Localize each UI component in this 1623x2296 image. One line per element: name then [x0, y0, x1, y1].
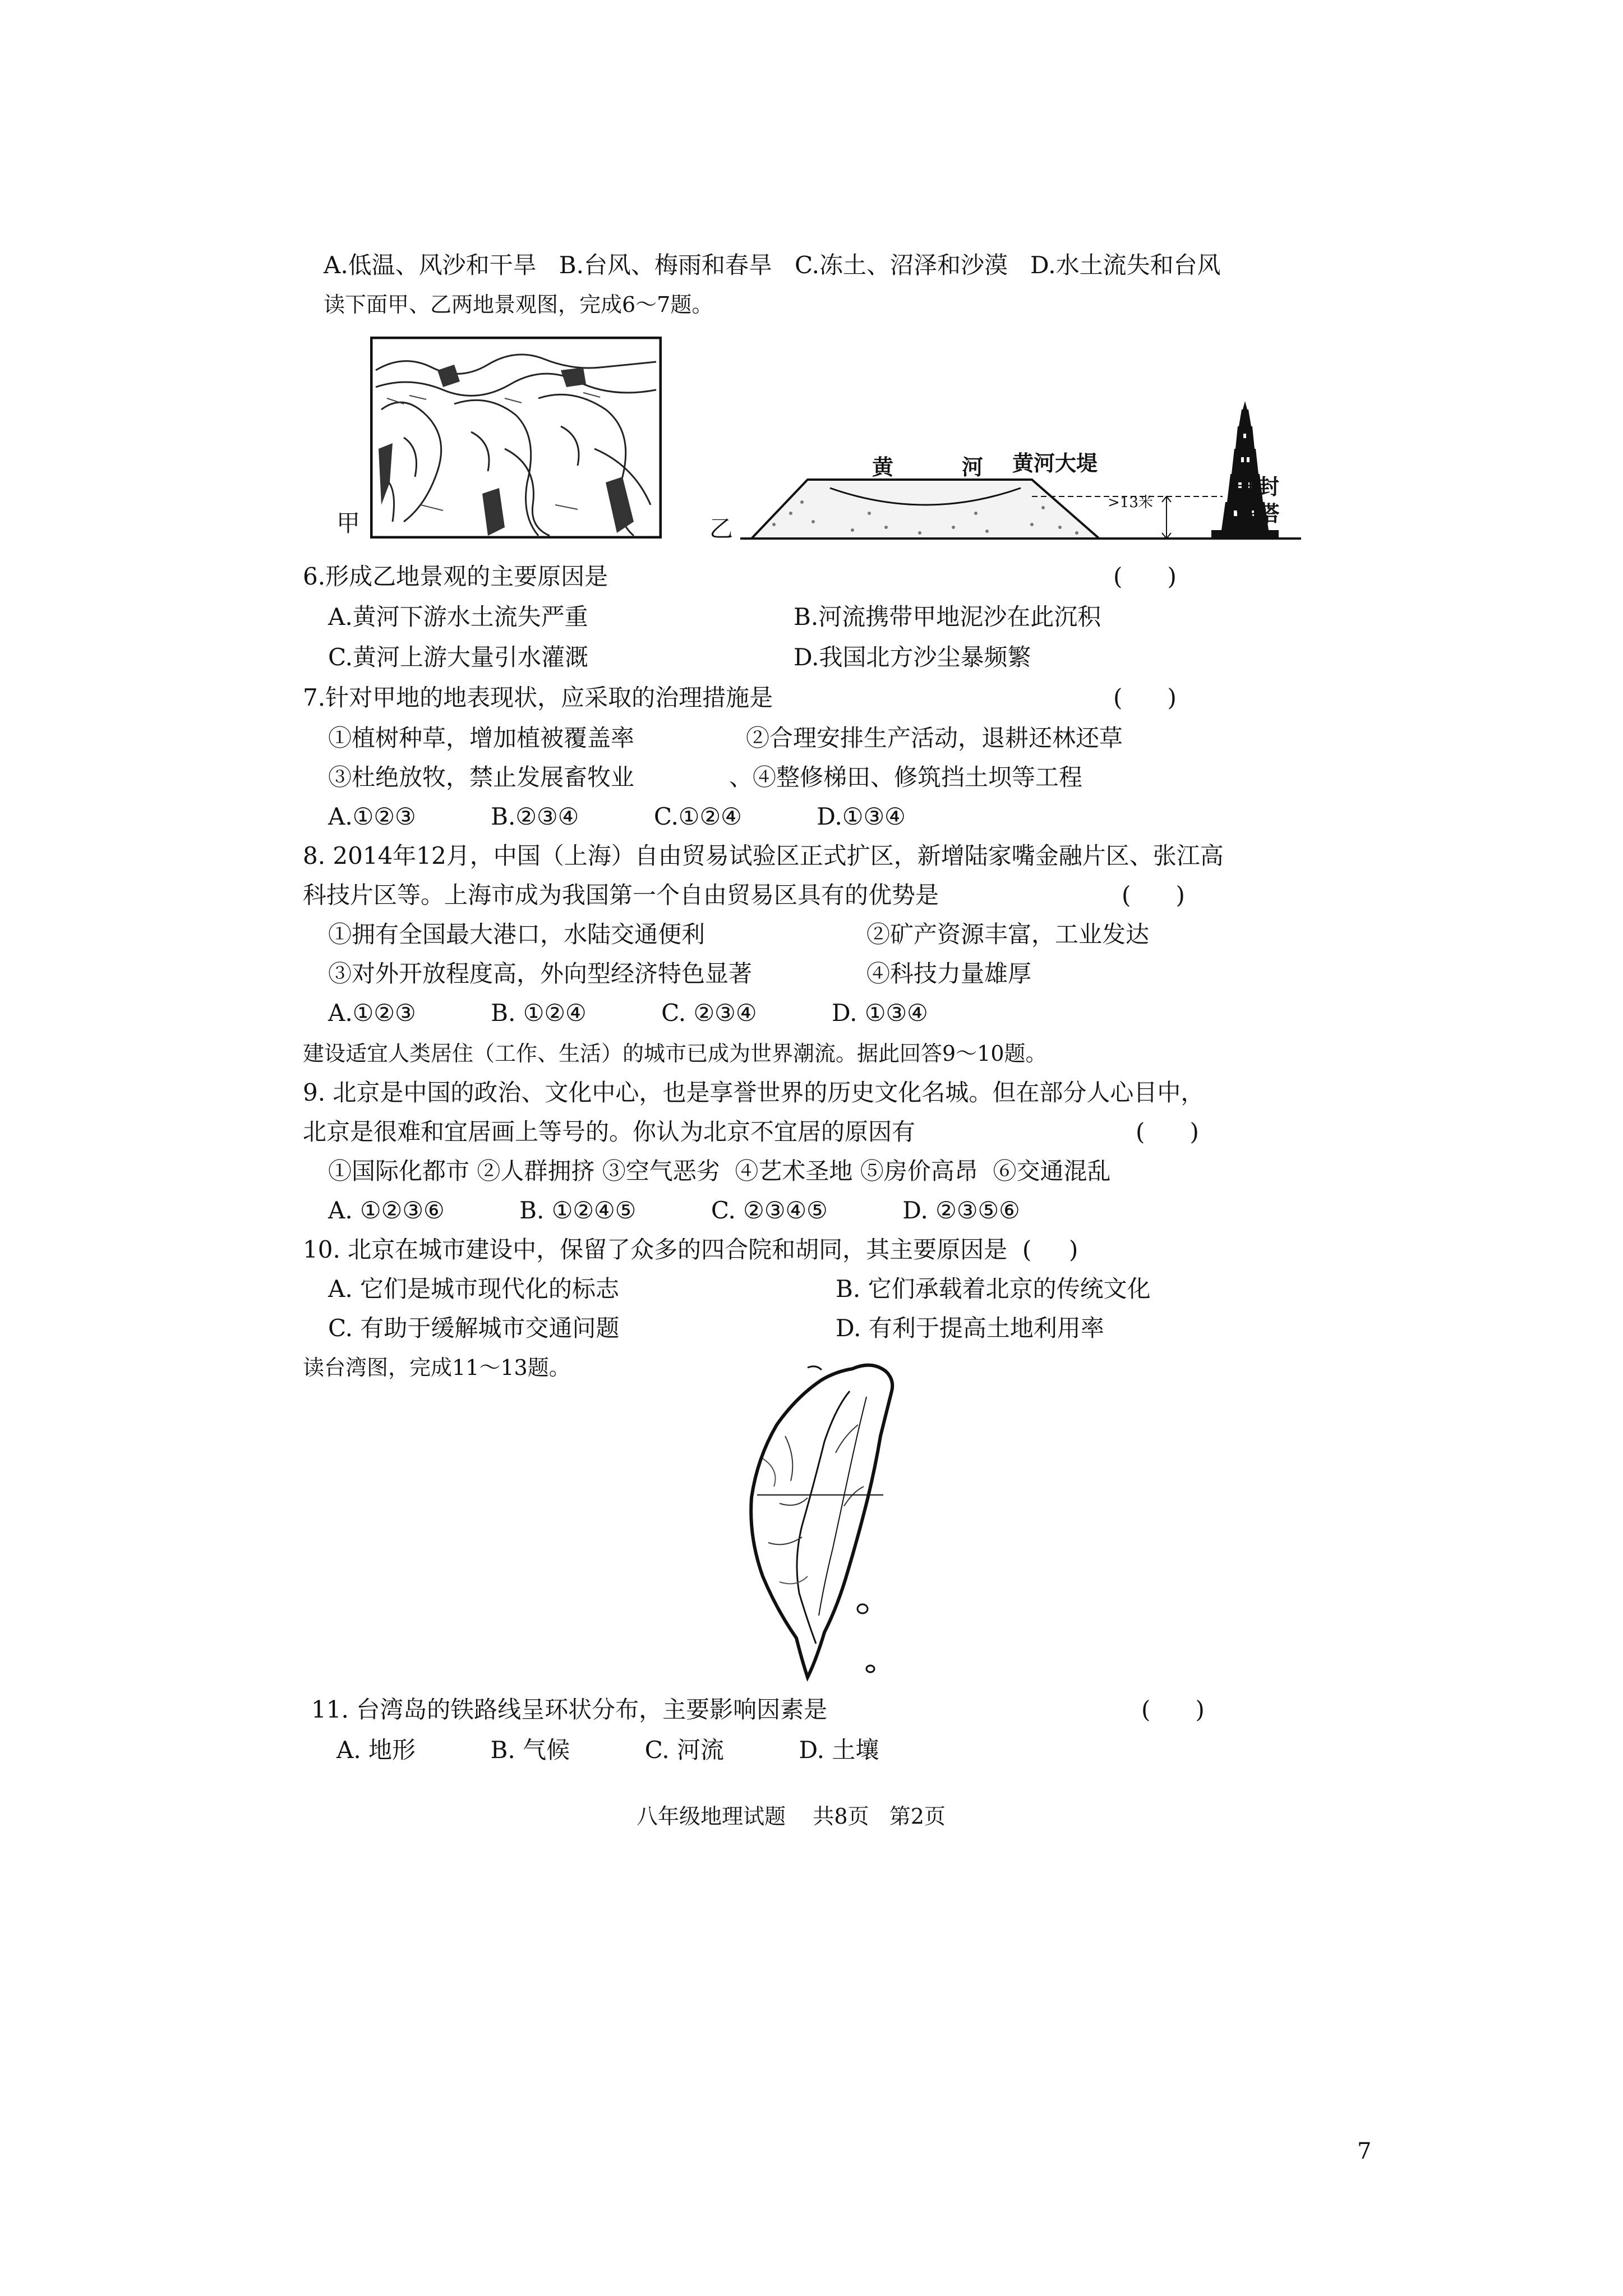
- q6-option-d: D.我国北方沙尘暴频繁: [794, 643, 1031, 671]
- q7-item-3: ③杜绝放牧，禁止发展畜牧业: [328, 763, 635, 791]
- figure-yi-huang: 黄: [872, 454, 894, 480]
- figure-yi-he: 河: [962, 454, 984, 480]
- q8-line-1: 8. 2014年12月，中国（上海）自由贸易试验区正式扩区，新增陆家嘴金融片区、张江高: [303, 842, 1224, 869]
- q8-options: A.①②③ B. ①②④ C. ②③④ D. ①③④: [328, 999, 928, 1027]
- figure-yi-tower-1: 开封: [1237, 474, 1280, 499]
- page-footer: 八年级地理试题 共8页 第2页: [637, 1804, 946, 1829]
- q7-item-4: 、④整修梯田、修筑挡土坝等工程: [729, 763, 1083, 791]
- q9-10-intro: 建设适宜人类居住（工作、生活）的城市已成为世界潮流。据此回答9～10题。: [303, 1041, 1047, 1066]
- figure-jia-landscape: [370, 337, 662, 539]
- q6-option-b: B.河流携带甲地泥沙在此沉积: [794, 603, 1101, 631]
- page-number: 7: [1357, 2138, 1372, 2164]
- q6-answer-bracket: ( ): [1113, 563, 1177, 590]
- figure-yi-tower-2: 铁塔: [1237, 501, 1280, 526]
- figure-jia-label: 甲: [336, 509, 361, 537]
- q11-13-intro: 读台湾图，完成11～13题。: [303, 1355, 570, 1380]
- q5-options: A.低温、风沙和干旱 B.台风、梅雨和春旱 C.冻土、沼泽和沙漠 D.水土流失和台风: [324, 251, 1221, 279]
- q7-options: A.①②③ B.②③④ C.①②④ D.①③④: [328, 803, 906, 830]
- q9-line-2: 北京是很难和宜居画上等号的。你认为北京不宜居的原因有: [303, 1118, 916, 1145]
- taiwan-map: [723, 1358, 931, 1683]
- q8-answer-bracket: ( ): [1122, 881, 1185, 909]
- q10-stem: 10. 北京在城市建设中，保留了众多的四合院和胡同，其主要原因是 ( ): [303, 1236, 1078, 1263]
- q8-item-4: ④科技力量雄厚: [866, 960, 1032, 987]
- q6-option-c: C.黄河上游大量引水灌溉: [328, 643, 588, 671]
- q9-items: ①国际化都市 ②人群拥挤 ③空气恶劣 ④艺术圣地 ⑤房价高昂 ⑥交通混乱: [328, 1157, 1111, 1185]
- q7-item-1: ①植树种草，增加植被覆盖率: [328, 724, 635, 752]
- q8-line-2: 科技片区等。上海市成为我国第一个自由贸易区具有的优势是: [303, 881, 939, 909]
- q7-stem: 7.针对甲地的地表现状，应采取的治理措施是: [303, 684, 773, 711]
- q6-7-intro: 读下面甲、乙两地景观图，完成6～7题。: [324, 292, 713, 317]
- q10-option-c: C. 有助于缓解城市交通问题: [328, 1314, 620, 1342]
- figure-yi-dike: 黄河大堤: [1012, 450, 1098, 476]
- q6-stem: 6.形成乙地景观的主要原因是: [303, 563, 608, 590]
- q7-item-2: ②合理安排生产活动，退耕还林还草: [746, 724, 1123, 752]
- figure-yi-height: >13米: [1108, 494, 1153, 511]
- q11-options: A. 地形 B. 气候 C. 河流 D. 土壤: [336, 1736, 879, 1764]
- q11-stem: 11. 台湾岛的铁路线呈环状分布，主要影响因素是: [311, 1696, 828, 1723]
- q7-answer-bracket: ( ): [1113, 684, 1177, 711]
- q8-item-3: ③对外开放程度高，外向型经济特色显著: [328, 960, 753, 987]
- figure-yi-label: 乙: [709, 515, 734, 542]
- q9-answer-bracket: ( ): [1136, 1118, 1199, 1145]
- q9-options: A. ①②③⑥ B. ①②④⑤ C. ②③④⑤ D. ②③⑤⑥: [328, 1197, 1020, 1224]
- q9-line-1: 9. 北京是中国的政治、文化中心，也是享誉世界的历史文化名城。但在部分人心目中，: [303, 1079, 1205, 1106]
- q8-item-1: ①拥有全国最大港口，水陆交通便利: [328, 921, 706, 948]
- q10-option-b: B. 它们承载着北京的传统文化: [836, 1275, 1151, 1303]
- q10-option-d: D. 有利于提高土地利用率: [836, 1314, 1104, 1342]
- q6-option-a: A.黄河下游水土流失严重: [328, 603, 588, 631]
- q10-option-a: A. 它们是城市现代化的标志: [328, 1275, 620, 1303]
- q11-answer-bracket: ( ): [1141, 1696, 1205, 1723]
- q8-item-2: ②矿产资源丰富，工业发达: [866, 921, 1150, 948]
